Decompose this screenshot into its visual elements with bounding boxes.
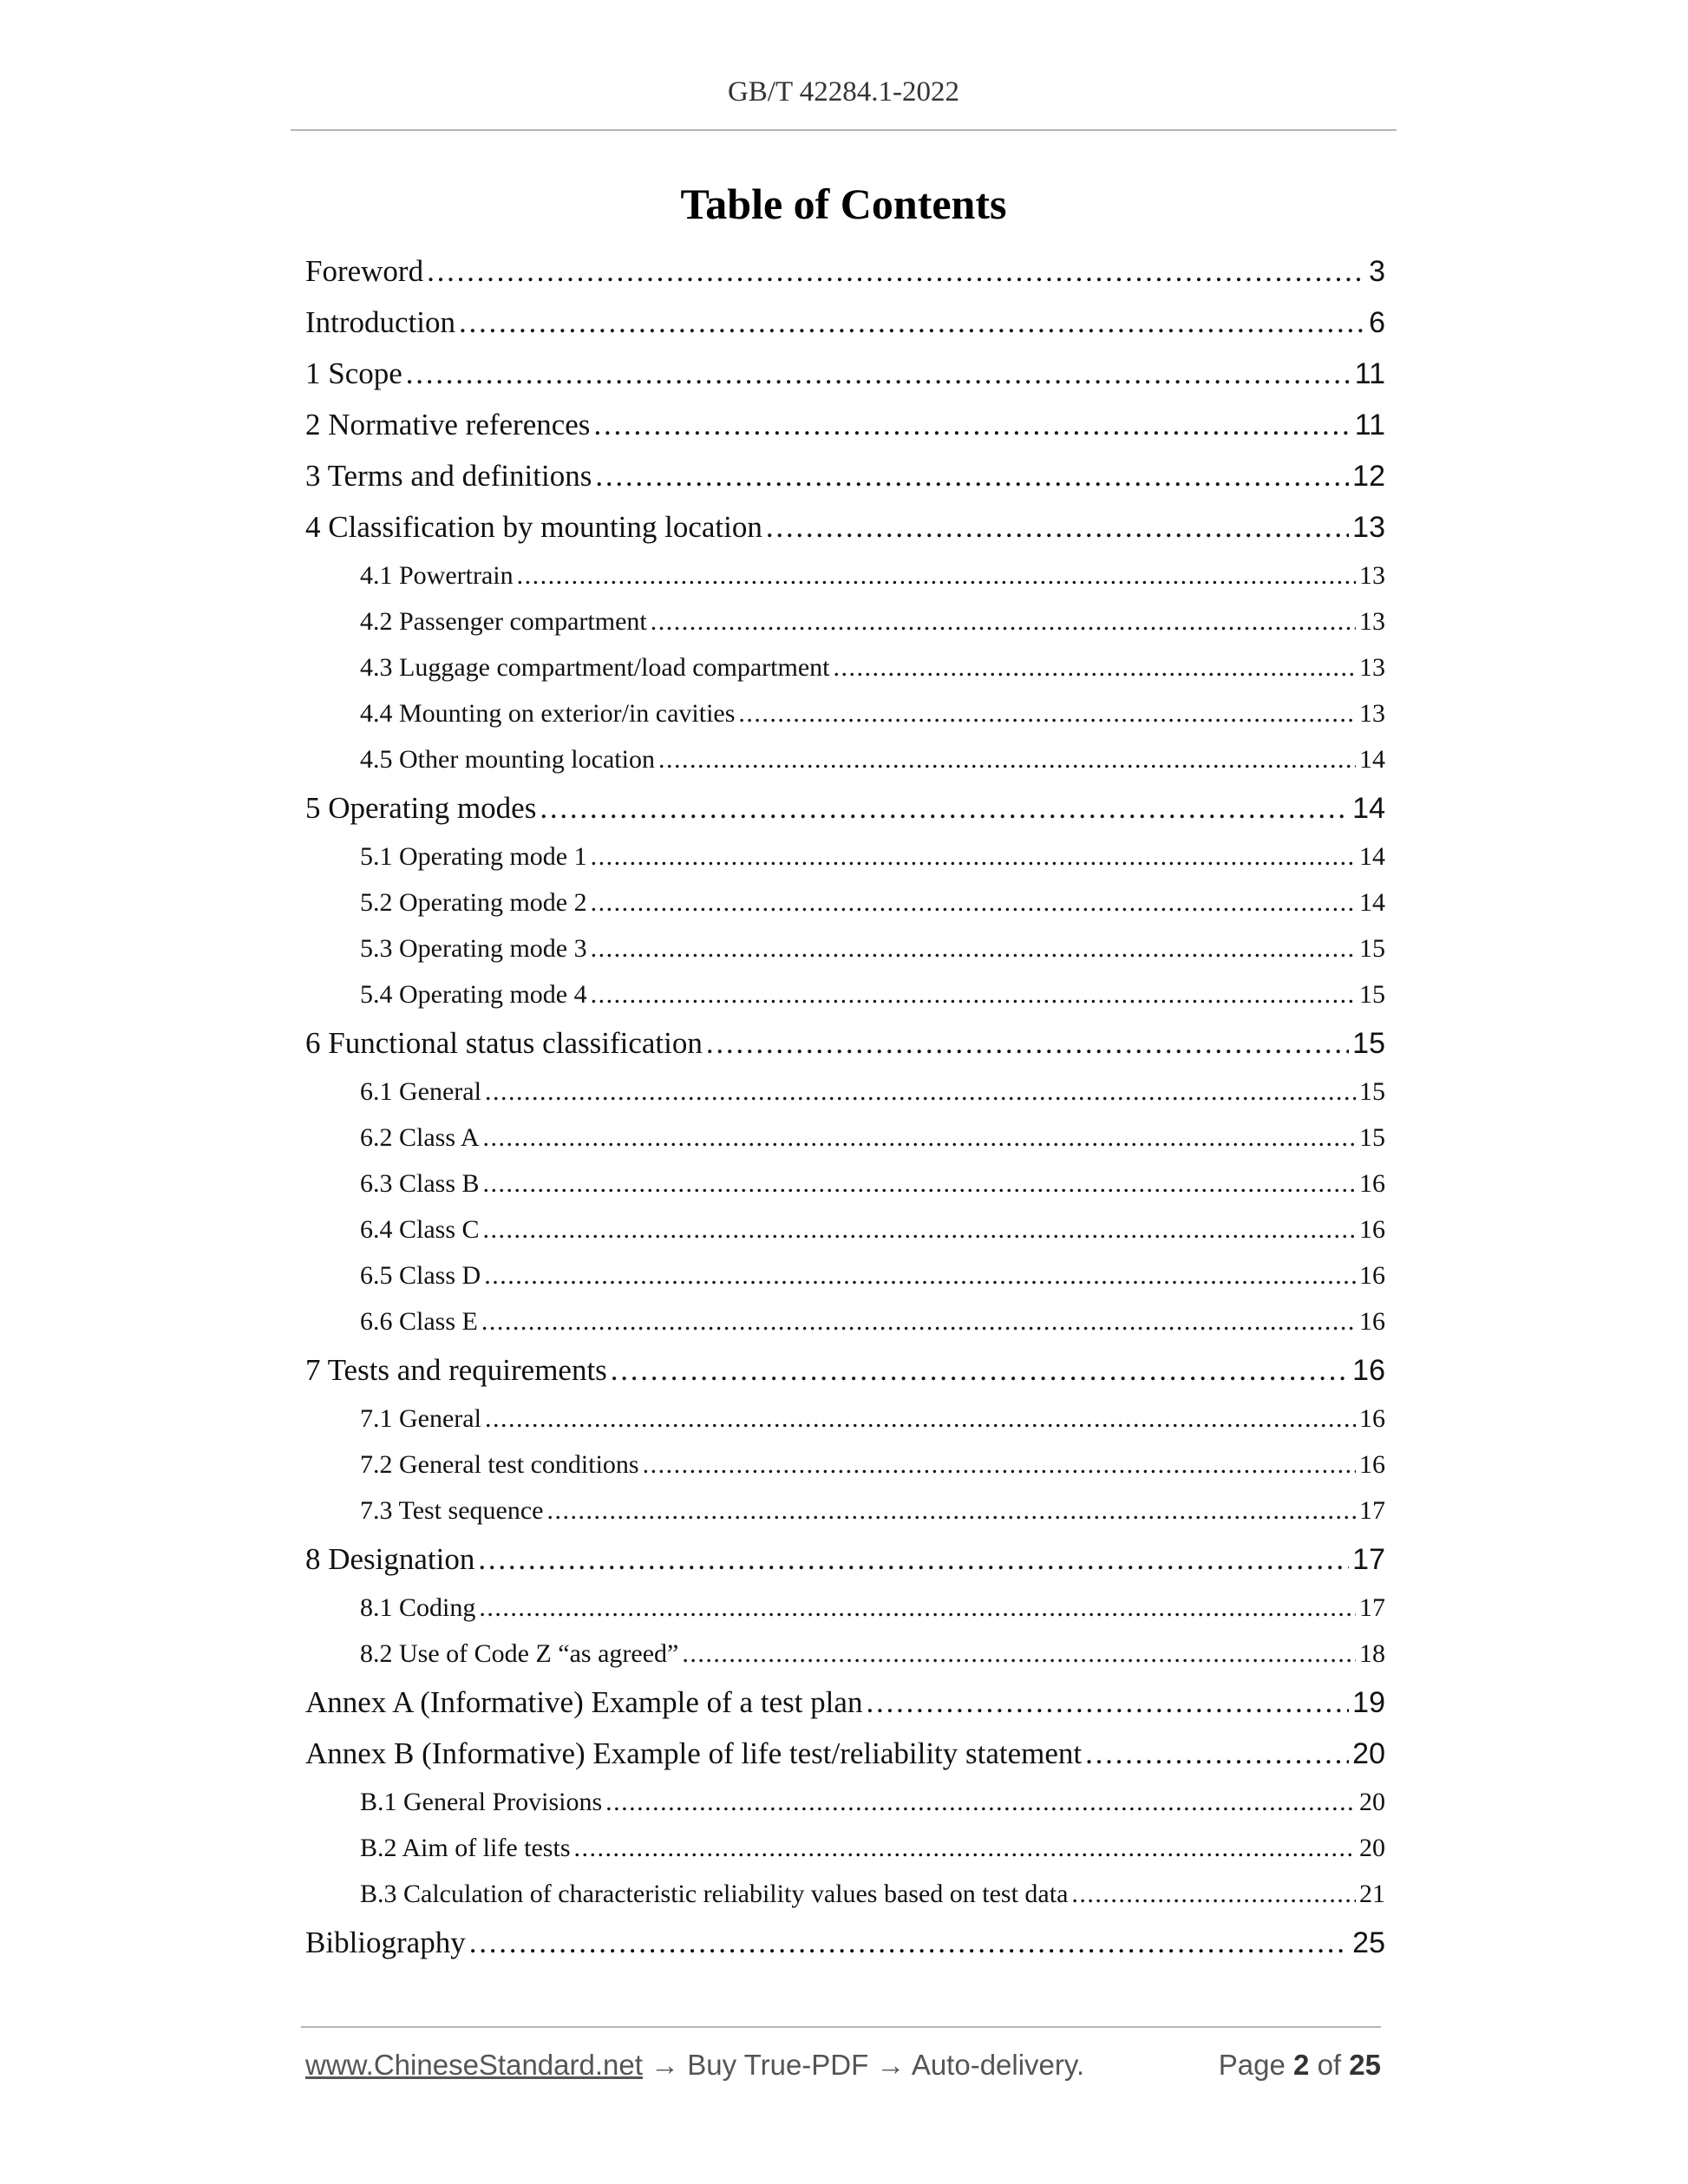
dot-leader <box>427 254 1365 289</box>
toc-entry-page-number: 6 <box>1369 306 1385 339</box>
toc-entry-label: 6.2 Class A <box>360 1123 480 1152</box>
toc-entry-label: Annex B (Informative) Example of life test/reliability statement <box>305 1736 1083 1770</box>
toc-entry[interactable] <box>305 1736 1385 1788</box>
total-pages-number: 25 <box>1349 2049 1381 2081</box>
toc-entry-label: 4.3 Luggage compartment/load compartment <box>360 653 830 682</box>
toc-entry-page-number: 18 <box>1359 1639 1385 1668</box>
toc-entry-page-number: 20 <box>1359 1834 1385 1862</box>
toc-entry-page-number: 12 <box>1352 460 1385 493</box>
toc-entry-page-number: 20 <box>1352 1737 1385 1770</box>
dot-leader <box>478 1542 1349 1577</box>
toc-entry-label: 6.3 Class B <box>360 1169 480 1198</box>
dot-leader <box>517 561 1356 591</box>
toc-entry-label: 7 Tests and requirements <box>305 1353 607 1387</box>
current-page-number: 2 <box>1293 2049 1310 2081</box>
dot-leader <box>406 356 1351 391</box>
toc-entry-page-number: 20 <box>1359 1788 1385 1816</box>
toc-entry[interactable] <box>305 1353 1385 1404</box>
dot-leader <box>834 653 1357 683</box>
toc-entry[interactable] <box>305 1685 1385 1736</box>
dot-leader <box>651 607 1356 637</box>
toc-subentry[interactable] <box>305 1215 1385 1261</box>
toc-entry-label: 8 Designation <box>305 1542 475 1576</box>
toc-list <box>305 254 1385 1977</box>
toc-entry-page-number: 15 <box>1352 1027 1385 1060</box>
dot-leader <box>485 1404 1356 1434</box>
document-header: GB/T 42284.1-2022 <box>727 76 960 108</box>
toc-entry-label: 3 Terms and definitions <box>305 459 592 493</box>
toc-entry-label: 4 Classification by mounting location <box>305 510 762 544</box>
toc-entry-page-number: 16 <box>1359 1450 1385 1479</box>
toc-subentry[interactable] <box>305 699 1385 745</box>
toc-entry-label: 5.4 Operating mode 4 <box>360 980 587 1009</box>
toc-entry-label: Foreword <box>305 254 424 288</box>
dot-leader <box>479 1593 1356 1623</box>
toc-entry-page-number: 14 <box>1352 792 1385 825</box>
dot-leader <box>866 1685 1349 1720</box>
toc-entry-label: 7.2 General test conditions <box>360 1450 639 1479</box>
toc-entry-label: 2 Normative references <box>305 408 591 441</box>
toc-subentry[interactable] <box>305 842 1385 888</box>
toc-entry-label: 6.4 Class C <box>360 1215 480 1244</box>
toc-entry-label: B.3 Calculation of characteristic reliability values based on test data <box>360 1880 1069 1908</box>
dot-leader <box>591 934 1356 964</box>
dot-leader <box>591 888 1356 918</box>
toc-entry-page-number: 17 <box>1352 1543 1385 1576</box>
dot-leader <box>546 1496 1356 1526</box>
dot-leader <box>611 1353 1349 1388</box>
toc-entry-page-number: 14 <box>1359 888 1385 917</box>
page-word: Page <box>1218 2049 1286 2081</box>
toc-subentry[interactable] <box>305 888 1385 934</box>
toc-entry-page-number: 13 <box>1359 653 1385 682</box>
dot-leader <box>706 1026 1349 1061</box>
toc-subentry[interactable] <box>305 1169 1385 1215</box>
toc-entry-page-number: 15 <box>1359 934 1385 963</box>
toc-subentry[interactable] <box>305 934 1385 980</box>
toc-entry-page-number: 16 <box>1352 1354 1385 1387</box>
toc-entry-label: 5.2 Operating mode 2 <box>360 888 587 917</box>
toc-entry[interactable] <box>305 356 1385 408</box>
toc-subentry[interactable] <box>305 653 1385 699</box>
toc-entry-page-number: 11 <box>1354 357 1385 390</box>
toc-subentry[interactable] <box>305 607 1385 653</box>
toc-entry[interactable] <box>305 510 1385 561</box>
footer-divider <box>301 2026 1381 2028</box>
toc-entry[interactable] <box>305 791 1385 842</box>
toc-entry-page-number: 16 <box>1359 1404 1385 1433</box>
toc-entry-label: 6.1 General <box>360 1077 481 1106</box>
dot-leader <box>591 980 1356 1010</box>
dot-leader <box>738 699 1356 729</box>
dot-leader <box>595 459 1349 494</box>
toc-entry-label: 6 Functional status classification <box>305 1026 703 1060</box>
toc-subentry[interactable] <box>305 1788 1385 1834</box>
dot-leader <box>574 1834 1357 1863</box>
toc-entry-label: B.1 General Provisions <box>360 1788 603 1816</box>
toc-subentry[interactable] <box>305 1496 1385 1542</box>
toc-subentry[interactable] <box>305 1593 1385 1639</box>
toc-entry-page-number: 13 <box>1359 607 1385 636</box>
toc-entry-page-number: 15 <box>1359 1123 1385 1152</box>
dot-leader <box>591 842 1356 872</box>
toc-subentry[interactable] <box>305 1404 1385 1450</box>
toc-subentry[interactable] <box>305 1880 1385 1926</box>
dot-leader <box>459 305 1365 340</box>
toc-entry-page-number: 19 <box>1352 1686 1385 1719</box>
toc-entry-page-number: 11 <box>1354 409 1385 441</box>
toc-entry-label: Annex A (Informative) Example of a test plan <box>305 1685 863 1719</box>
dot-leader <box>469 1926 1349 1960</box>
toc-subentry[interactable] <box>305 980 1385 1026</box>
toc-entry-label: 5.3 Operating mode 3 <box>360 934 587 963</box>
toc-entry[interactable] <box>305 254 1385 305</box>
toc-subentry[interactable] <box>305 1261 1385 1307</box>
dot-leader <box>484 1261 1356 1291</box>
toc-entry-page-number: 14 <box>1359 842 1385 871</box>
toc-entry-page-number: 13 <box>1359 561 1385 590</box>
toc-entry-label: 4.2 Passenger compartment <box>360 607 647 636</box>
toc-entry-page-number: 15 <box>1359 1077 1385 1106</box>
dot-leader <box>483 1123 1356 1153</box>
footer-promo <box>305 2049 1084 2082</box>
toc-subentry[interactable] <box>305 1123 1385 1169</box>
dot-leader <box>766 510 1349 545</box>
toc-entry-page-number: 16 <box>1359 1307 1385 1336</box>
toc-entry-page-number: 15 <box>1359 980 1385 1009</box>
toc-entry-label: Introduction <box>305 305 456 339</box>
toc-subentry[interactable] <box>305 1639 1385 1685</box>
toc-subentry[interactable] <box>305 1077 1385 1123</box>
toc-entry[interactable] <box>305 1926 1385 1977</box>
toc-entry-page-number: 16 <box>1359 1261 1385 1290</box>
header-divider <box>291 129 1397 131</box>
toc-entry-label: B.2 Aim of life tests <box>360 1834 571 1862</box>
toc-entry-label: 8.2 Use of Code Z “as agreed” <box>360 1639 679 1668</box>
toc-entry-page-number: 13 <box>1352 511 1385 544</box>
toc-entry-label: 7.3 Test sequence <box>360 1496 544 1525</box>
toc-entry-label: 4.4 Mounting on exterior/in cavities <box>360 699 736 728</box>
toc-entry-label: 5 Operating modes <box>305 791 537 825</box>
dot-leader <box>682 1639 1356 1669</box>
toc-subentry[interactable] <box>305 1307 1385 1353</box>
dot-leader <box>540 791 1349 826</box>
toc-entry-label: 8.1 Coding <box>360 1593 476 1622</box>
dot-leader <box>483 1215 1356 1245</box>
toc-entry-label: 4.5 Other mounting location <box>360 745 655 774</box>
toc-entry-label: 6.5 Class D <box>360 1261 481 1290</box>
toc-entry-page-number: 21 <box>1359 1880 1385 1908</box>
website-link[interactable]: www.ChineseStandard.net <box>305 2049 643 2081</box>
page-indicator <box>1219 2049 1381 2082</box>
toc-entry[interactable] <box>305 305 1385 356</box>
dot-leader <box>1085 1736 1349 1771</box>
toc-subentry[interactable] <box>305 1450 1385 1496</box>
toc-entry-page-number: 3 <box>1369 255 1385 288</box>
toc-title: Table of Contents <box>680 180 1007 228</box>
toc-entry[interactable] <box>305 1026 1385 1077</box>
toc-entry-page-number: 17 <box>1359 1496 1385 1525</box>
dot-leader <box>605 1788 1356 1817</box>
toc-entry[interactable] <box>305 459 1385 510</box>
toc-entry-label: 1 Scope <box>305 356 402 390</box>
dot-leader <box>1071 1880 1356 1909</box>
toc-entry-page-number: 17 <box>1359 1593 1385 1622</box>
promo-text: → Buy True-PDF → Auto-delivery. <box>651 2049 1085 2081</box>
dot-leader <box>485 1077 1356 1107</box>
dot-leader <box>643 1450 1356 1480</box>
dot-leader <box>593 408 1351 442</box>
toc-entry-label: 6.6 Class E <box>360 1307 478 1336</box>
page-footer <box>305 2049 1381 2082</box>
toc-entry-page-number: 16 <box>1359 1215 1385 1244</box>
of-word: of <box>1317 2049 1342 2081</box>
toc-entry-page-number: 16 <box>1359 1169 1385 1198</box>
toc-entry[interactable] <box>305 408 1385 459</box>
toc-entry-page-number: 14 <box>1359 745 1385 774</box>
toc-entry-label: Bibliography <box>305 1926 466 1959</box>
toc-entry-label: 4.1 Powertrain <box>360 561 514 590</box>
toc-entry-page-number: 25 <box>1352 1926 1385 1959</box>
toc-entry-label: 5.1 Operating mode 1 <box>360 842 587 871</box>
toc-subentry[interactable] <box>305 561 1385 607</box>
dot-leader <box>483 1169 1356 1199</box>
toc-entry[interactable] <box>305 1542 1385 1593</box>
toc-subentry[interactable] <box>305 1834 1385 1880</box>
dot-leader <box>481 1307 1356 1337</box>
toc-entry-page-number: 13 <box>1359 699 1385 728</box>
toc-subentry[interactable] <box>305 745 1385 791</box>
toc-entry-label: 7.1 General <box>360 1404 481 1433</box>
dot-leader <box>658 745 1356 775</box>
